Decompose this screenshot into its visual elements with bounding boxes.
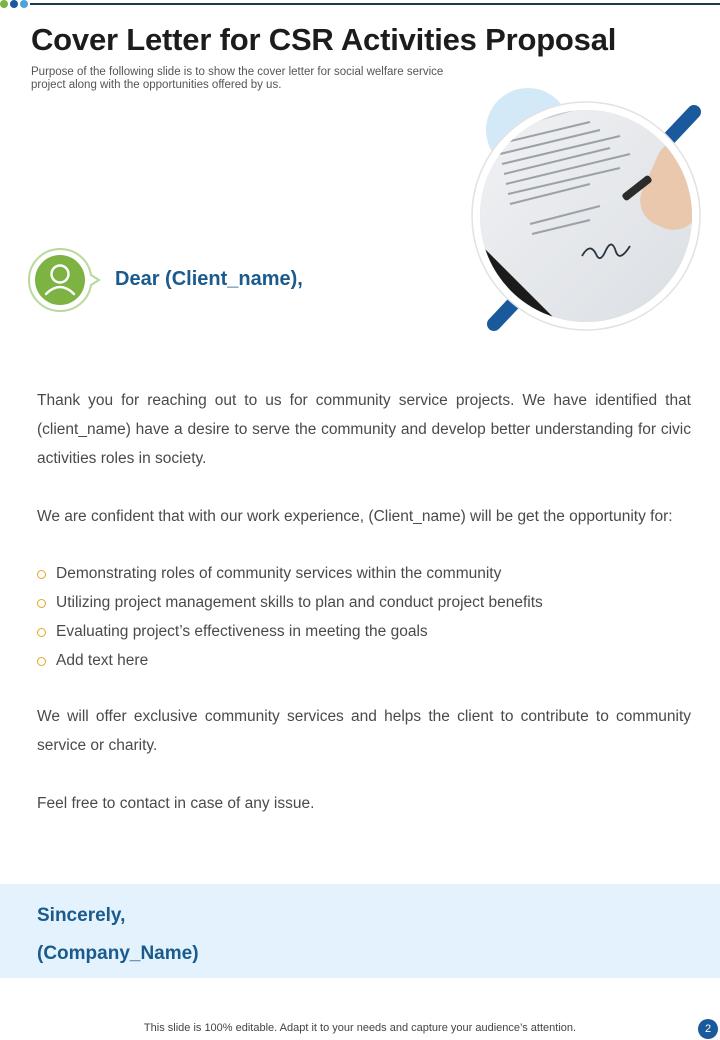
- greeting-avatar: [27, 247, 101, 313]
- circle-bullet-icon: [37, 628, 46, 637]
- list-item-text: Utilizing project management skills to plan and conduct project benefits: [56, 593, 543, 611]
- header-dot-light-blue: [20, 0, 28, 8]
- user-icon: [27, 247, 101, 313]
- opportunity-list: [37, 559, 691, 675]
- page-subtitle: Purpose of the following slide is to show the cover letter for social welfare service project along with the opportunities offered by us.: [31, 66, 444, 91]
- page-number-badge: 2: [698, 1019, 718, 1039]
- document-signing-image: [470, 84, 710, 334]
- letter-paragraph-2: We are confident that with our work experience, (Client_name) will be get the opportunity for:: [37, 508, 673, 525]
- list-item: [37, 559, 691, 588]
- list-item: [37, 588, 691, 617]
- header-rule: [30, 3, 720, 5]
- list-item-text: Demonstrating roles of community services within the community: [56, 564, 502, 582]
- signature-block: [0, 884, 720, 978]
- footer-note: This slide is 100% editable. Adapt it to your needs and capture your audience’s attention.: [143, 1022, 577, 1034]
- greeting-text: Dear (Client_name),: [115, 268, 303, 290]
- list-item-text: Add text here: [56, 651, 149, 669]
- letter-paragraph-3: We will offer exclusive community services and helps the client to contribute to community service or charity.: [37, 708, 691, 754]
- header-dot-blue: [10, 0, 18, 8]
- header-dot-green: [0, 0, 8, 8]
- circle-bullet-icon: [37, 657, 46, 666]
- letter-paragraph-4: Feel free to contact in case of any issue.: [37, 795, 315, 812]
- circle-bullet-icon: [37, 570, 46, 579]
- circle-bullet-icon: [37, 599, 46, 608]
- letter-paragraph-1: Thank you for reaching out to us for community service projects. We have identified that (client_name) have a desire to serve the community and develop better understanding for civic activities roles in society.: [37, 392, 691, 467]
- signature-company: (Company_Name): [37, 943, 199, 964]
- hero-image: [470, 84, 710, 334]
- signature-closing: Sincerely,: [37, 905, 126, 926]
- list-item-text: Evaluating project’s effectiveness in meeting the goals: [56, 622, 428, 640]
- list-item: [37, 646, 691, 675]
- page-title: Cover Letter for CSR Activities Proposal: [31, 22, 617, 57]
- list-item: [37, 617, 691, 646]
